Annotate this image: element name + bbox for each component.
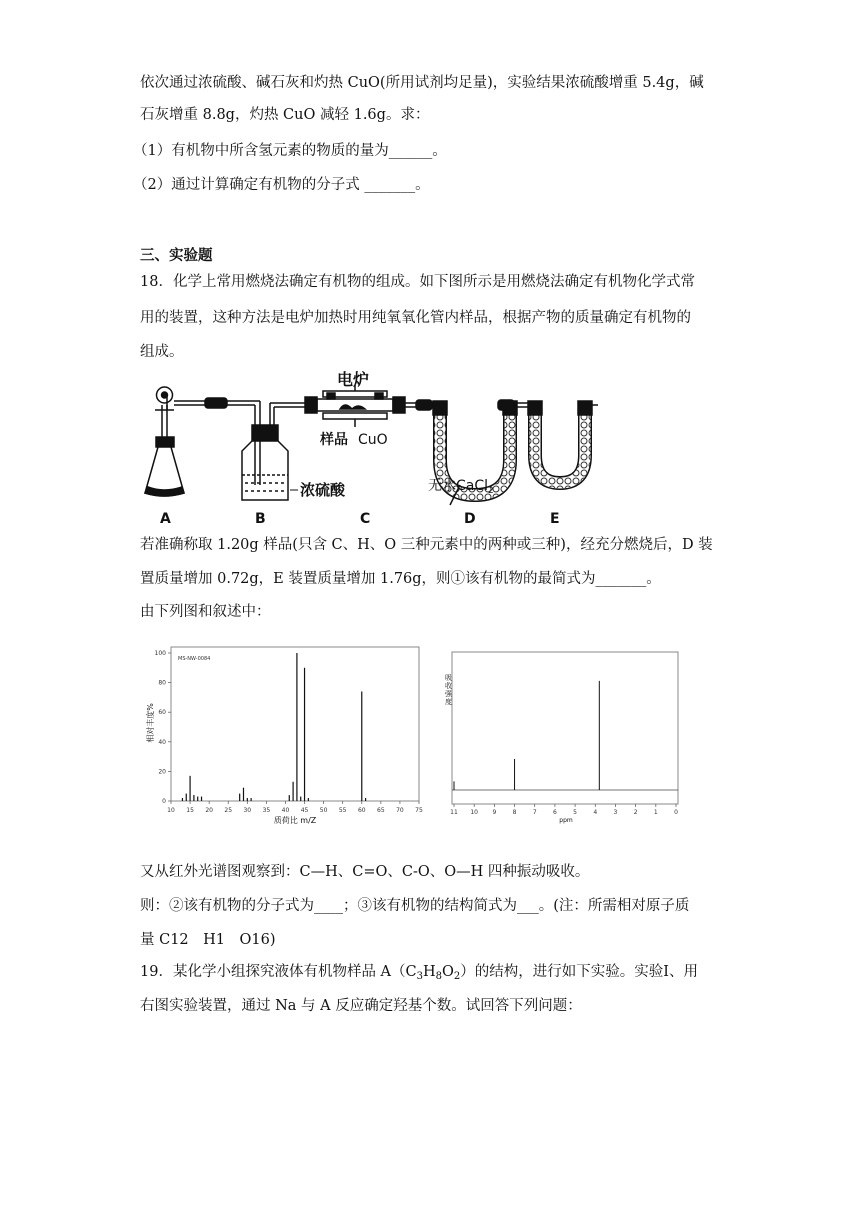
- nmr-xtick-label: 2: [633, 809, 638, 816]
- u-tube-e: [528, 401, 598, 483]
- nmr-ylabel-char: 强: [445, 690, 452, 698]
- nmr-frame: [452, 652, 678, 804]
- ms-xtick-label: 55: [338, 807, 347, 814]
- q19-line-1: 19．某化学小组探究液体有机物样品 $A(C_3H_8O_2)$的结构，进行如下实验。实验Ⅰ、用: [140, 964, 699, 982]
- ms-xtick-label: 25: [224, 807, 233, 814]
- nmr-xtick-label: 0: [674, 809, 678, 816]
- q18-line-1: 18．化学上常用燃烧法确定有机物的组成。如下图所示是用燃烧法确定有机物化学式常: [140, 274, 695, 290]
- ms-xtick-label: 65: [377, 807, 385, 814]
- q18-line-7: 又从红外光谱图观察到：C—H、C=O、C-O、O—H 四种振动吸收。: [140, 864, 590, 880]
- ms-xtick-label: 15: [186, 807, 194, 814]
- ms-ytick-label: 40: [158, 738, 166, 746]
- ms-xtick-label: 35: [262, 807, 271, 814]
- ms-ytick-label: 100: [154, 650, 166, 657]
- nmr-ylabel-char: 吸: [445, 674, 452, 682]
- bottle-b: [242, 403, 288, 500]
- nmr-xtick-label: 8: [512, 809, 517, 816]
- section-heading: 三、实验题: [140, 248, 213, 264]
- q18-line-3: 组成。: [140, 344, 184, 360]
- nmr-spectrum-chart: [440, 650, 685, 828]
- label-e: E: [550, 511, 560, 527]
- label-a: A: [160, 511, 171, 527]
- label-cuo: CuO: [358, 432, 388, 448]
- nmr-xtick-label: 4: [593, 809, 598, 816]
- label-furnace: 电炉: [337, 370, 370, 389]
- ms-xtick-label: 20: [205, 807, 213, 814]
- apparatus-diagram: [140, 365, 600, 530]
- nmr-ylabel-stack: [445, 673, 453, 706]
- label-c: C: [360, 511, 371, 527]
- ms-ylabel: 相对丰度%: [146, 703, 155, 743]
- nmr-xtick-label: 7: [532, 809, 537, 816]
- ms-xtick-label: 30: [243, 807, 252, 814]
- label-b: B: [255, 511, 266, 527]
- ms-frame: [171, 647, 419, 801]
- label-cacl2: 无水CaCl$_2$: [428, 478, 494, 496]
- ms-xtick-label: 60: [357, 807, 366, 814]
- label-acid: 浓硫酸: [300, 481, 346, 499]
- ms-xtick-label: 40: [281, 807, 290, 814]
- nmr-xtick-label: 10: [470, 809, 479, 816]
- nmr-xtick-label: 6: [552, 809, 557, 816]
- flask-a: [145, 387, 184, 496]
- nmr-xtick-label: 9: [492, 809, 497, 816]
- nmr-xtick-label: 3: [613, 809, 618, 816]
- q18-line-4: 若准确称取 1.20g 样品(只含 C、H、O 三种元素中的两种或三种)，经充分燃烧后，D 装: [140, 537, 713, 553]
- ms-ytick-label: 20: [158, 768, 166, 776]
- ms-ytick-label: 60: [158, 709, 166, 717]
- ms-ytick-label: 0: [162, 798, 166, 805]
- text-line-1: 依次通过浓硫酸、碱石灰和灼热 CuO(所用试剂均足量)，实验结果浓硫酸增重 5.4g，碱: [140, 75, 704, 91]
- label-sample: 样品: [320, 432, 348, 448]
- ms-xtick-label: 70: [396, 807, 404, 814]
- ms-xlabel: 质荷比 m/Z: [273, 816, 317, 825]
- q18-line-9: 量 C12 H1 O16): [140, 932, 276, 948]
- label-d: D: [464, 511, 476, 527]
- mass-spectrum-chart: [143, 643, 423, 828]
- ms-xtick-label: 75: [415, 807, 423, 814]
- q18-line-5: 置质量增加 0.72g，E 装置质量增加 1.76g，则①该有机物的最简式为_______。: [140, 571, 661, 587]
- q18-line-8: 则：②该有机物的分子式为____；③该有机物的结构简式为___。(注：所需相对原子质: [140, 898, 690, 914]
- ms-ytick-label: 80: [158, 679, 166, 687]
- q19-line-2: 右图实验装置，通过 Na 与 A 反应确定羟基个数。试回答下列问题：: [140, 998, 582, 1014]
- nmr-xtick-label: 11: [450, 809, 458, 816]
- question-1: （1）有机物中所含氢元素的物质的量为______。: [133, 143, 447, 159]
- nmr-xlabel: ppm: [559, 817, 573, 824]
- q18-line-6: 由下列图和叙述中：: [140, 604, 271, 620]
- ms-inset: MS-NW-0084: [178, 656, 211, 662]
- furnace-c: [305, 385, 405, 427]
- text-line-2: 石灰增重 8.8g，灼热 CuO 减轻 1.6g。求：: [140, 107, 430, 123]
- nmr-xtick-label: 5: [573, 809, 578, 816]
- nmr-ylabel-char: 度: [445, 698, 452, 706]
- ms-xtick-label: 45: [300, 807, 309, 814]
- q18-line-2: 用的装置，这种方法是电炉加热时用纯氧氧化管内样品，根据产物的质量确定有机物的: [140, 310, 691, 326]
- nmr-xtick-label: 1: [653, 809, 658, 816]
- nmr-ylabel-char: 收: [445, 682, 452, 690]
- ms-xtick-label: 50: [319, 807, 328, 814]
- question-2: （2）通过计算确定有机物的分子式 _______。: [133, 177, 430, 193]
- ms-xtick-label: 10: [167, 807, 175, 814]
